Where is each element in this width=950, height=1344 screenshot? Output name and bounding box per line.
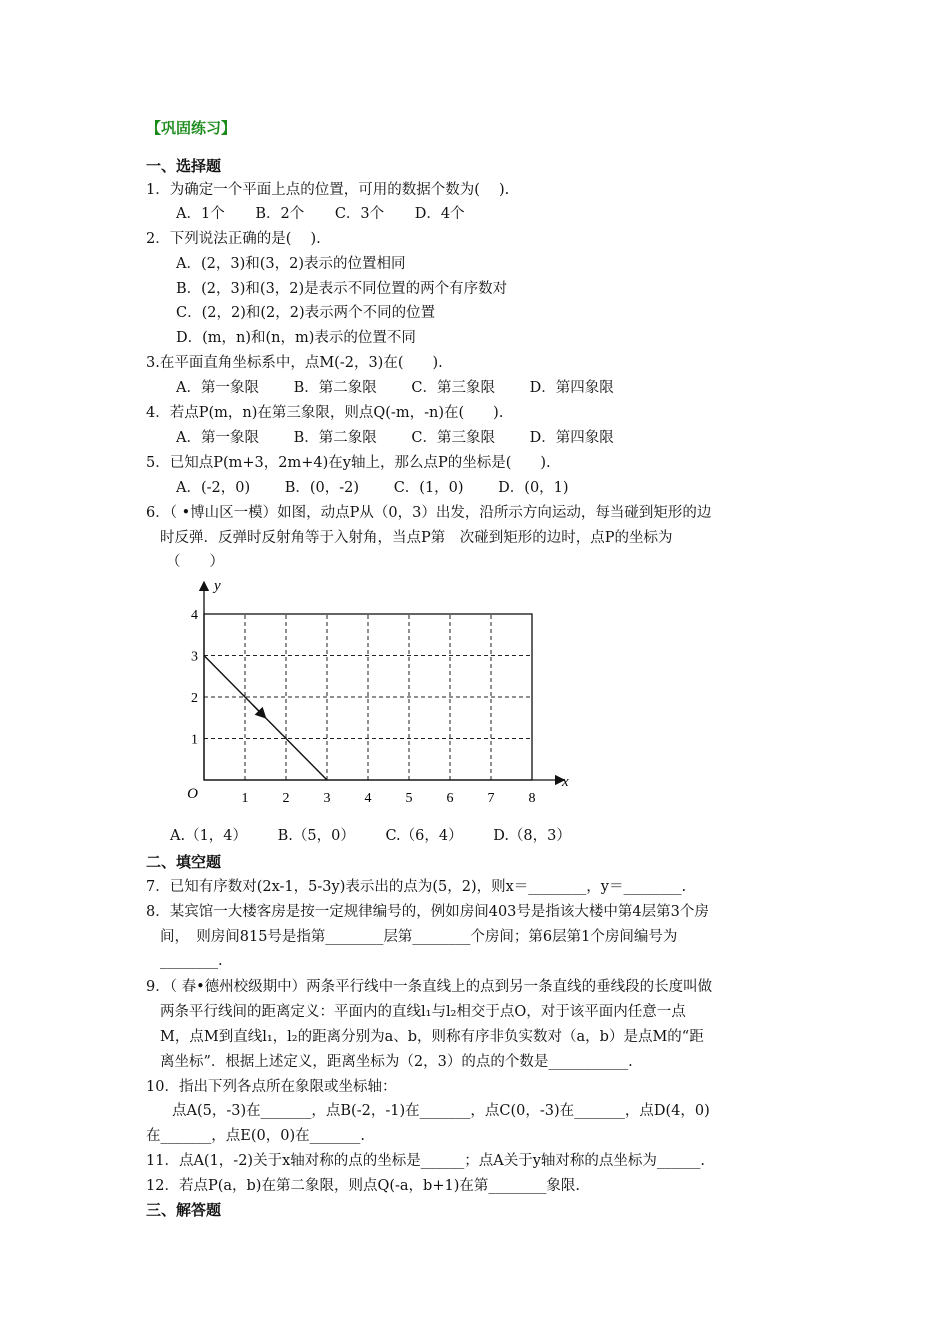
q9-line3: M，点M到直线l₁，l₂的距离分别为a、b，则称有序非负实数对（a，b）是点M的“距 <box>160 1029 704 1045</box>
x-tick-label: 4 <box>364 791 372 806</box>
path-series <box>204 656 327 781</box>
q6-option-b: B.（5，0） <box>277 828 355 844</box>
x-axis-label: x <box>562 774 569 790</box>
axes <box>204 582 564 780</box>
q4-option-d: D．第四象限 <box>529 430 614 446</box>
q10-line1: 10．指出下列各点所在象限或坐标轴： <box>146 1079 397 1095</box>
q10-line2: 点A(5，-3)在_______，点B(-2，-1)在_______，点C(0，-3)在_______，点D(4，0) <box>172 1103 710 1119</box>
q6-line3: （ ） <box>166 554 224 570</box>
x-tick-label: 8 <box>528 791 536 806</box>
q8-line3: ________. <box>160 953 223 969</box>
x-tick-label: 5 <box>405 791 413 806</box>
q3-option-c: C．第三象限 <box>411 380 495 396</box>
x-tick-label: 1 <box>241 791 249 806</box>
q1-option-c: C．3个 <box>334 206 385 222</box>
q1-option-a: A．1个 <box>176 206 225 222</box>
q4-option-b: B．第二象限 <box>293 430 377 446</box>
x-tick-label: 3 <box>323 791 331 806</box>
q1-option-b: B．2个 <box>255 206 305 222</box>
grid-lines <box>204 614 532 780</box>
q4-options <box>176 428 644 448</box>
q4-option-c: C．第三象限 <box>411 430 495 446</box>
q2-option-b: B．(2，3)和(3，2)是表示不同位置的两个有序数对 <box>176 281 508 297</box>
y-tick-label: 3 <box>191 649 198 665</box>
q8-line2: 间， 则房间815号是指第________层第________个房间；第6层第1个房间编号为 <box>160 929 678 945</box>
q6-options <box>170 826 597 846</box>
q4-stem: 4．若点P(m，n)在第三象限，则点Q(-m，-n)在( ). <box>146 405 504 421</box>
q5-option-a: A．(-2，0) <box>176 480 251 496</box>
q2-option-a: A．(2，3)和(3，2)表示的位置相同 <box>176 256 406 272</box>
q2-option-c: C．(2，2)和(2，2)表示两个不同的位置 <box>176 305 436 321</box>
q7-text: 7．已知有序数对(2x-1，5-3y)表示出的点为(5，2)，则x＝________，y＝________. <box>146 879 687 895</box>
q12-text: 12．若点P(a，b)在第二象限，则点Q(-a，b+1)在第________象限. <box>146 1178 580 1194</box>
x-tick-label: 7 <box>487 791 495 806</box>
q1-stem: 1．为确定一个平面上点的位置，可用的数据个数为( ). <box>146 182 510 198</box>
q6-option-a: A.（1，4） <box>170 828 248 844</box>
q3-option-a: A．第一象限 <box>176 380 259 396</box>
q6-line1: 6．（ •博山区一模）如图，动点P从（0，3）出发，沿所示方向运动，每当碰到矩形的边 <box>146 505 712 521</box>
q10-line3: 在_______，点E(0，0)在_______. <box>146 1128 365 1144</box>
q9-line1: 9．（ 春•德州校级期中）两条平行线中一条直线上的点到另一条直线的垂线段的长度叫做 <box>146 979 713 995</box>
series-direction-arrow <box>253 705 265 717</box>
q3-option-d: D．第四象限 <box>529 380 614 396</box>
tick-labels <box>187 578 569 806</box>
q11-text: 11．点A(1，-2)关于x轴对称的点的坐标是______；点A关于y轴对称的点坐标为______. <box>146 1153 706 1169</box>
q6-option-d: D.（8，3） <box>493 828 571 844</box>
section-multiple-choice: 一、选择题 <box>146 157 222 175</box>
q8-line1: 8．某宾馆一大楼客房是按一定规律编号的，例如房间403号是指该大楼中第4层第3个房 <box>146 904 709 920</box>
q3-stem: 3.在平面直角坐标系中，点M(-2，3)在( ). <box>146 355 443 371</box>
x-tick-label: 6 <box>446 791 454 806</box>
y-tick-label: 1 <box>191 732 198 748</box>
q3-option-b: B．第二象限 <box>293 380 377 396</box>
q9-line4: 离坐标”．根据上述定义，距离坐标为（2，3）的点的个数是___________. <box>160 1054 633 1070</box>
y-axis-label: y <box>214 578 221 594</box>
y-tick-label: 2 <box>191 691 198 706</box>
q2-stem: 2．下列说法正确的是( ). <box>146 231 321 247</box>
section-fill-blank: 二、填空题 <box>146 853 222 871</box>
y-tick-label: 4 <box>191 608 198 623</box>
q5-stem: 5．已知点P(m+3，2m+4)在y轴上，那么点P的坐标是( ). <box>146 455 551 471</box>
origin-label: O <box>187 786 198 802</box>
coordinate-figure <box>180 570 580 810</box>
q3-options <box>176 378 644 398</box>
q1-option-d: D．4个 <box>414 206 465 222</box>
q5-option-c: C．(1，0) <box>393 480 464 496</box>
q6-option-c: C.（6，4） <box>385 828 463 844</box>
q5-option-b: B．(0，-2) <box>284 480 360 496</box>
q5-option-d: D．(0，1) <box>498 480 569 496</box>
q6-line2: 时反弹．反弹时反射角等于入射角，当点P第 次碰到矩形的边时，点P的坐标为 <box>160 530 673 546</box>
q4-option-a: A．第一象限 <box>176 430 259 446</box>
section-solve: 三、解答题 <box>146 1201 222 1219</box>
x-tick-label: 2 <box>282 791 290 806</box>
q2-option-d: D．(m，n)和(n，m)表示的位置不同 <box>176 330 416 346</box>
q1-options <box>176 204 491 224</box>
q5-options <box>176 478 599 498</box>
q9-line2: 两条平行线间的距离定义：平面内的直线l₁与l₂相交于点O，对于该平面内任意一点 <box>160 1004 686 1020</box>
exercise-title: 【巩固练习】 <box>146 119 237 137</box>
